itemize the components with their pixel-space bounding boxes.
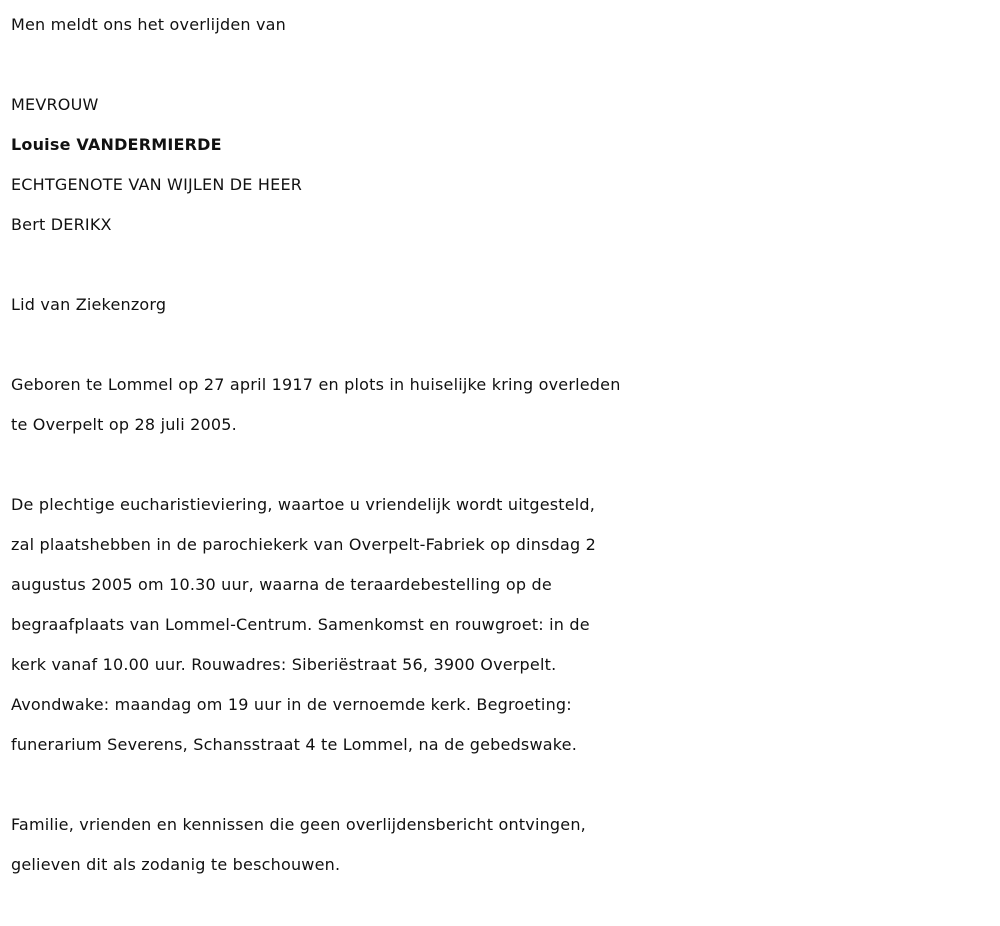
spacer: [11, 325, 991, 365]
deceased-name: Louise VANDERMIERDE: [11, 135, 222, 154]
closing-line-2: gelieven dit als zodanig te beschouwen.: [11, 855, 341, 874]
ceremony-line: begraafplaats van Lommel-Centrum. Samenkomst en rouwgroet: in de: [11, 615, 590, 634]
closing-line-1: Familie, vrienden en kennissen die geen overlijdensbericht ontvingen,: [11, 815, 586, 834]
spacer: [11, 445, 991, 485]
ceremony-line: kerk vanaf 10.00 uur. Rouwadres: Siberiëstraat 56, 3900 Overpelt.: [11, 655, 557, 674]
spacer: [11, 45, 991, 85]
relation-text: ECHTGENOTE VAN WIJLEN DE HEER: [11, 175, 303, 194]
honorific: MEVROUW: [11, 95, 99, 114]
spacer: [11, 765, 991, 805]
death-notice: [11, 5, 991, 885]
ceremony-line: De plechtige eucharistieviering, waartoe u vriendelijk wordt uitgesteld,: [11, 495, 596, 514]
spacer: [11, 245, 991, 285]
spouse-name: Bert DERIKX: [11, 215, 112, 234]
ceremony-line: zal plaatshebben in de parochiekerk van Overpelt-Fabriek op dinsdag 2: [11, 535, 597, 554]
birth-death-line-2: te Overpelt op 28 juli 2005.: [11, 415, 237, 434]
ceremony-line: Avondwake: maandag om 19 uur in de vernoemde kerk. Begroeting:: [11, 695, 572, 714]
intro-text: Men meldt ons het overlijden van: [11, 15, 287, 34]
birth-death-line-1: Geboren te Lommel op 27 april 1917 en plots in huiselijke kring overleden: [11, 375, 621, 394]
ceremony-line: augustus 2005 om 10.30 uur, waarna de teraardebestelling op de: [11, 575, 552, 594]
ceremony-line: funerarium Severens, Schansstraat 4 te Lommel, na de gebedswake.: [11, 735, 577, 754]
membership-text: Lid van Ziekenzorg: [11, 295, 167, 314]
